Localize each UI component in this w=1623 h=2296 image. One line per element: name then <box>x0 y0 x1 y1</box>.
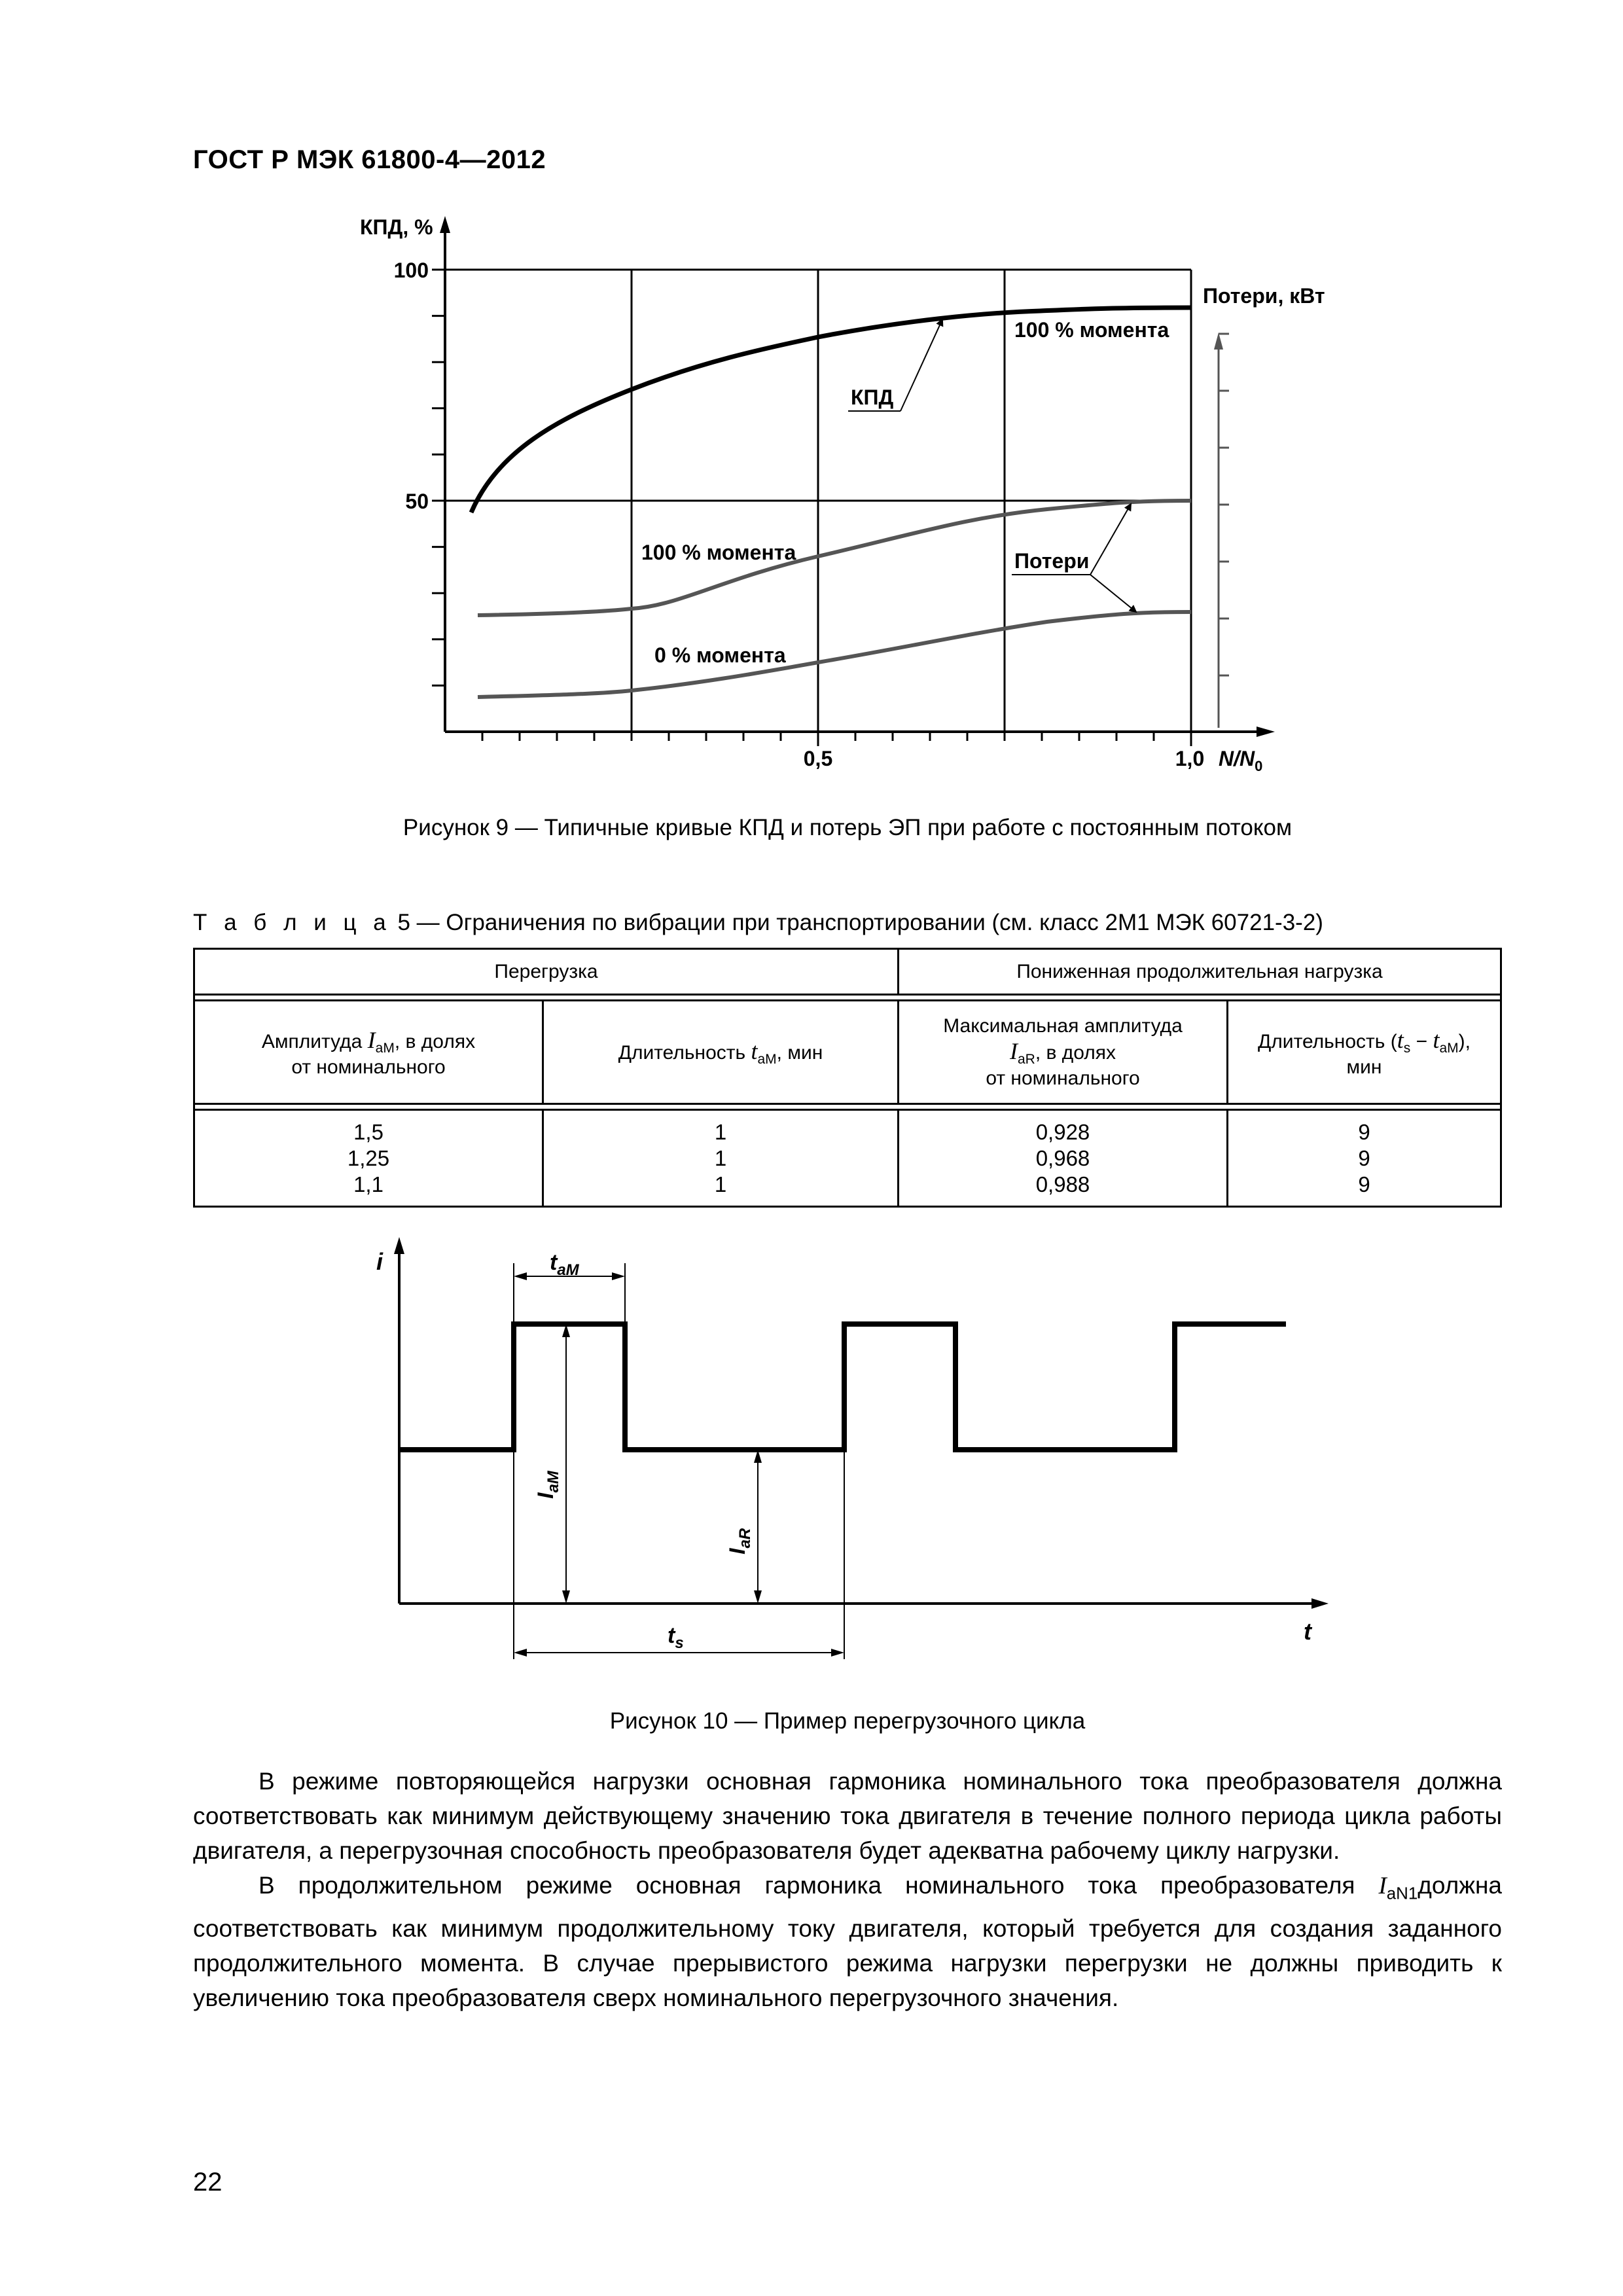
paragraph-2: В продолжительном режиме основная гармоника номинального тока преобразователя $I_{aN1}должна$ соответствовать как минимум продолжительному току двигателя, который требуется для создания заданного продолжительного момента. В случае прерывистого режима нагрузки перегрузки не должны приводить к увеличению тока преобразователя сверх номинального перегрузочного значения. <box>193 1872 1502 2012</box>
x-ticks <box>482 732 1191 746</box>
table-cell-duration: 1 1 1 <box>543 1110 899 1207</box>
table-caption-text: 5 — Ограничения по вибрации при транспортировании (см. класс 2М1 МЭК 60721-3-2) <box>397 910 1323 935</box>
label-kpd: КПД <box>851 386 894 409</box>
taM-arrow-left <box>514 1272 527 1280</box>
table-header-max-amplitude: Максимальная амплитуда $I_{aR}$, в долях от номинального <box>899 1001 1228 1104</box>
right-axis-label: Потери, кВт <box>1203 284 1325 308</box>
figure-9-caption: Рисунок 9 — Типичные кривые КПД и потерь ЭП при работе с постоянным потоком <box>402 815 1293 840</box>
figure-10-diagram <box>0 1230 1623 1689</box>
label-0-moment: 0 % момента <box>654 643 786 667</box>
series-losses-0-line <box>478 612 1191 697</box>
table-cell-duration-diff: 9 9 9 <box>1228 1110 1501 1207</box>
label-IaR: $I_{aR}$ <box>725 1528 754 1554</box>
IaR-arrow-bottom <box>754 1590 762 1604</box>
label-losses: Потери <box>1014 549 1090 573</box>
IaM-arrow-bottom <box>562 1590 570 1604</box>
table-header-duration: Длительность $t_{aM}$, мин <box>543 1001 899 1104</box>
right-axis-arrow <box>1214 332 1223 350</box>
y-tick-label-100: 100 <box>393 259 429 282</box>
body-text <box>193 1764 1502 2015</box>
x-axis-arrow <box>1257 726 1275 737</box>
figure-10-caption: Рисунок 10 — Пример перегрузочного цикла <box>609 1708 1086 1734</box>
table-row <box>194 1110 1501 1207</box>
axis-label-t: t <box>1304 1618 1311 1645</box>
table-cell-max-amplitude: 0,928 0,968 0,988 <box>899 1110 1228 1207</box>
y-ticks <box>432 270 445 685</box>
label-100-moment-mid: 100 % момента <box>641 541 796 564</box>
table-group-overload: Перегрузка <box>194 949 899 995</box>
label-IaM: $I_{aM}$ <box>533 1471 562 1499</box>
y-axis-arrow <box>440 216 450 233</box>
label-100-moment-top: 100 % момента <box>1014 318 1169 342</box>
table-header-duration-diff: Длительность $(t_s - t_{aM})$, мин <box>1228 1001 1501 1104</box>
taM-arrow-right <box>612 1272 625 1280</box>
table-header-amplitude: Амплитуда $I_{aM}$, в долях от номинального <box>194 1001 543 1104</box>
y-axis-label: КПД, % <box>360 215 433 239</box>
t-axis-arrow <box>1311 1598 1329 1609</box>
figure-9-chart <box>0 0 1623 851</box>
x-axis-label: $N/N_0$ <box>1219 747 1263 774</box>
table-separator <box>194 995 1501 1001</box>
table-cell-amplitude: 1,5 1,25 1,1 <box>194 1110 543 1207</box>
page-number: 22 <box>193 2168 223 2197</box>
y-tick-label-50: 50 <box>405 490 429 513</box>
i-axis-arrow <box>394 1237 404 1254</box>
table-5-caption <box>193 910 1323 936</box>
label-taM: $t_{aM}$ <box>550 1250 579 1279</box>
kpd-leader <box>901 319 942 411</box>
losses-leader-1 <box>1090 504 1131 575</box>
overload-waveform <box>399 1324 1286 1450</box>
paragraph-1: В режиме повторяющейся нагрузки основная гармоника номинального тока преобразователя должна соответствовать как минимум действующему значению тока двигателя в течение полного периода цикла работы двигателя, а перегрузочная способность преобразователя будет адекватна рабочему циклу нагрузки. <box>193 1768 1502 1864</box>
right-axis-ticks <box>1219 334 1229 675</box>
axis-label-i: i <box>376 1248 383 1275</box>
losses-leader-2 <box>1090 575 1136 612</box>
table-group-header-row <box>194 949 1501 995</box>
table-group-reduced-load: Пониженная продолжительная нагрузка <box>899 949 1501 995</box>
table-column-header-row <box>194 1001 1501 1104</box>
ts-arrow-right <box>831 1649 844 1657</box>
x-tick-label-05: 0,5 <box>803 747 833 770</box>
ts-arrow-left <box>514 1649 527 1657</box>
table-caption-prefix: Т а б л и ц а <box>193 910 391 935</box>
document-header: ГОСТ Р МЭК 61800-4—2012 <box>193 145 546 174</box>
x-tick-label-10: 1,0 <box>1175 747 1205 770</box>
table-separator <box>194 1104 1501 1110</box>
vibration-table <box>193 948 1502 1208</box>
label-ts: $t_s$ <box>668 1623 684 1652</box>
